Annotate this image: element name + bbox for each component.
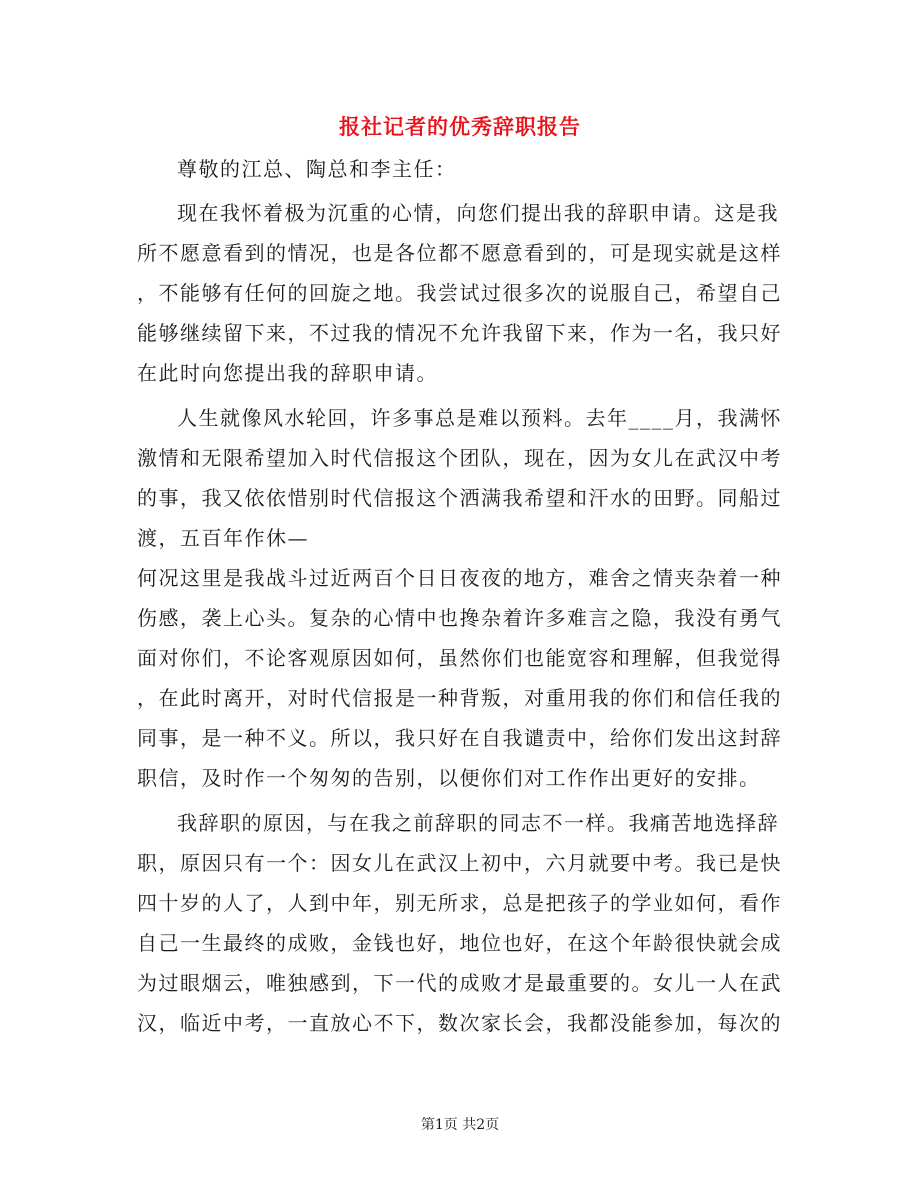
paragraph-4-line-5: 为过眼烟云，唯独感到，下一代的成败才是最重要的。女儿一人在武: [137, 971, 782, 995]
paragraph-1-line-4: 能够继续留下来，不过我的情况不允许我留下来，作为一名，我只好: [137, 321, 782, 345]
paragraph-3-line-2: 伤感，袭上心头。复杂的心情中也搀杂着许多难言之隐，我没有勇气: [137, 606, 782, 630]
paragraph-4-line-4: 自己一生最终的成败，金钱也好，地位也好，在这个年龄很快就会成: [137, 931, 782, 955]
paragraph-4-line-2: 职，原因只有一个：因女儿在武汉上初中，六月就要中考。我已是快: [137, 851, 782, 875]
paragraph-2-line-2: 激情和无限希望加入时代信报这个团队，现在，因为女儿在武汉中考: [137, 446, 782, 470]
paragraph-4-line-3: 四十岁的人了，人到中年，别无所求，总是把孩子的学业如何，看作: [137, 891, 782, 915]
paragraph-3-line-3: 面对你们，不论客观原因如何，虽然你们也能宽容和理解，但我觉得: [137, 646, 782, 670]
paragraph-4-line-1: 我辞职的原因，与在我之前辞职的同志不一样。我痛苦地选择辞: [177, 811, 779, 835]
paragraph-1-line-1: 现在我怀着极为沉重的心情，向您们提出我的辞职申请。这是我: [177, 201, 779, 225]
paragraph-3-line-5: 同事，是一种不义。所以，我只好在自我谴责中，给你们发出这封辞: [137, 726, 782, 750]
paragraph-1-line-5: 在此时向您提出我的辞职申请。: [137, 361, 438, 385]
paragraph-2-line-4: 渡，五百年作休—: [137, 526, 309, 550]
salutation: 尊敬的江总、陶总和李主任：: [177, 157, 457, 181]
paragraph-3-line-1: 何况这里是我战斗过近两百个日日夜夜的地方，难舍之情夹杂着一种: [137, 566, 782, 590]
page-footer: 第1页 共2页: [420, 1117, 500, 1133]
paragraph-2-line-1: 人生就像风水轮回，许多事总是难以预料。去年____月，我满怀: [177, 406, 782, 430]
paragraph-4-line-6: 汉，临近中考，一直放心不下，数次家长会，我都没能参加，每次的: [137, 1011, 782, 1035]
document-title: 报社记者的优秀辞职报告: [339, 115, 581, 139]
paragraph-3-line-6: 职信，及时作一个匆匆的告别，以便你们对工作作出更好的安排。: [137, 766, 761, 790]
paragraph-1-line-3: ，不能够有任何的回旋之地。我尝试过很多次的说服自己，希望自己: [137, 281, 782, 305]
paragraph-2-line-3: 的事，我又依依惜别时代信报这个洒满我希望和汗水的田野。同船过: [137, 486, 782, 510]
paragraph-1-line-2: 所不愿意看到的情况，也是各位都不愿意看到的，可是现实就是这样: [137, 241, 782, 265]
paragraph-3-line-4: ，在此时离开，对时代信报是一种背叛，对重用我的你们和信任我的: [137, 686, 782, 710]
